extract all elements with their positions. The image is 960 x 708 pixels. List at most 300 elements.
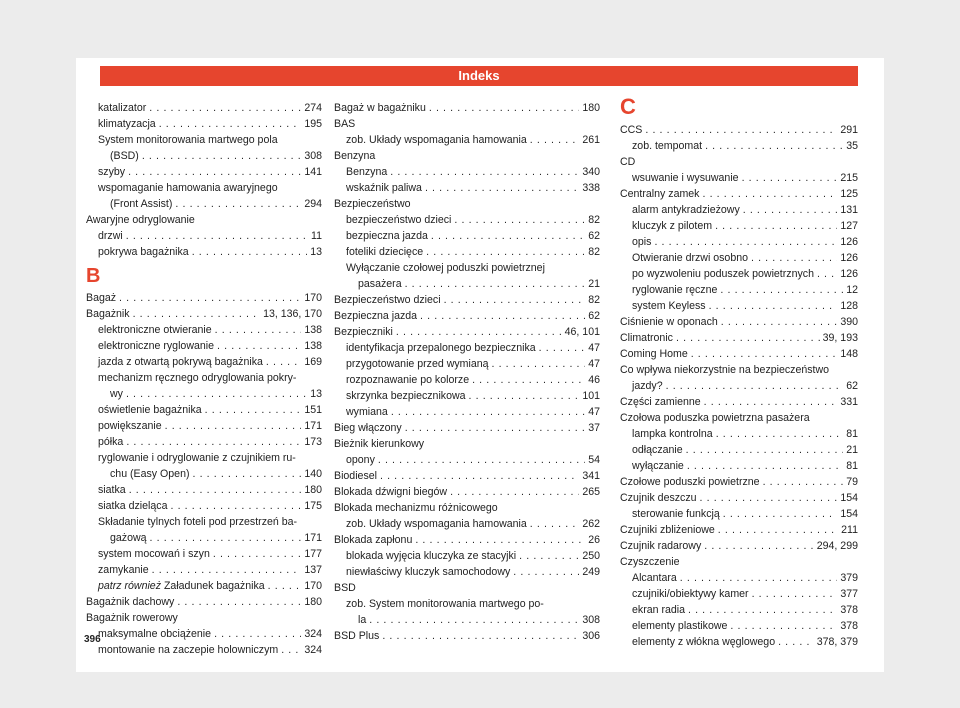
index-entry-term: oświetlenie bagażnika	[98, 404, 202, 416]
index-entry	[86, 116, 322, 132]
index-entry-term: Bagażnik rowerowy	[86, 612, 178, 624]
index-entry	[86, 164, 322, 180]
dot-leader	[405, 276, 586, 292]
index-entry	[334, 340, 600, 356]
dot-leader	[214, 626, 301, 642]
dot-leader	[469, 388, 580, 404]
index-entry-term: bezpieczeństwo dzieci	[346, 214, 452, 226]
index-entry-term: Blokada dźwigni biegów	[334, 486, 448, 498]
index-entry-term: (Front Assist)	[110, 198, 173, 210]
index-column-1	[86, 100, 322, 658]
index-entry-term: Climatronic	[620, 332, 673, 344]
index-letter-heading: C	[620, 94, 636, 119]
index-entry-term: Bezpieczna jazda	[334, 310, 418, 322]
index-entry-page[interactable]: 171	[304, 532, 322, 544]
index-entry-page[interactable]: 82	[588, 214, 600, 226]
index-entry	[334, 500, 600, 516]
dot-leader	[513, 564, 579, 580]
dot-leader	[192, 244, 308, 260]
index-entry-term: maksymalne obciążenie	[98, 628, 212, 640]
index-entry	[620, 634, 858, 650]
index-entry-term: przygotowanie przed wymianą	[346, 358, 489, 370]
index-entry	[86, 418, 322, 434]
index-entry-page[interactable]: 262	[582, 518, 600, 530]
index-entry	[620, 122, 858, 138]
index-entry-term: identyfikacja przepalonego bezpiecznika	[346, 342, 536, 354]
index-entry-term: pokrywa bagażnika	[98, 246, 189, 258]
dot-leader	[702, 186, 837, 202]
index-entry-term: jazda z otwartą pokrywą bagażnika	[98, 356, 263, 368]
index-entry	[334, 564, 600, 580]
index-entry-term: Bagażnik dachowy	[86, 596, 175, 608]
index-entry-term: wsuwanie i wysuwanie	[632, 172, 739, 184]
index-entry-page[interactable]: 82	[588, 246, 600, 258]
index-entry-term: wy	[110, 388, 123, 400]
index-entry-page[interactable]: 379	[840, 572, 858, 584]
index-entry-term: Czyszczenie	[620, 556, 680, 568]
dot-leader	[425, 180, 579, 196]
index-entry	[86, 594, 322, 610]
dot-leader	[217, 338, 301, 354]
index-entry-page[interactable]: 175	[304, 500, 322, 512]
dot-leader	[687, 458, 843, 474]
index-entry-page[interactable]: 47	[588, 358, 600, 370]
index-entry-term: szyby	[98, 166, 126, 178]
dot-leader	[266, 354, 301, 370]
index-entry-page[interactable]: 81	[846, 428, 858, 440]
index-entry-page[interactable]: 154	[840, 492, 858, 504]
dot-leader	[720, 282, 843, 298]
index-entry-page[interactable]: 170	[304, 292, 322, 304]
index-entry	[334, 132, 600, 148]
index-entry-page[interactable]: 62	[588, 310, 600, 322]
index-entry-page[interactable]: 377	[840, 588, 858, 600]
index-entry	[334, 436, 600, 452]
index-entry-page[interactable]: 169	[304, 356, 322, 368]
index-entry	[334, 244, 600, 260]
index-entry	[620, 490, 858, 506]
index-entry-page[interactable]: 126	[840, 252, 858, 264]
index-entry-page[interactable]: 261	[582, 134, 600, 146]
index-entry-term: klimatyzacja	[98, 118, 156, 130]
dot-leader	[281, 642, 301, 658]
index-entry-page[interactable]: 13, 136, 170	[263, 308, 322, 320]
dot-leader	[743, 202, 838, 218]
dot-leader	[391, 404, 585, 420]
index-entry-term: Benzyna	[334, 150, 376, 162]
index-entry	[620, 554, 858, 570]
index-entry-page[interactable]: 390	[840, 316, 858, 328]
index-entry	[86, 482, 322, 498]
index-entry-page[interactable]: 126	[840, 268, 858, 280]
index-entry	[334, 276, 600, 292]
dot-leader	[165, 418, 302, 434]
dot-leader	[654, 234, 837, 250]
index-entry	[334, 404, 600, 420]
index-entry-page[interactable]: 215	[840, 172, 858, 184]
index-entry-term: Składanie tylnych foteli pod przestrzeń ba-	[98, 516, 298, 528]
index-entry	[620, 138, 858, 154]
index-entry-page[interactable]: 378, 379	[816, 636, 858, 648]
index-entry	[620, 170, 858, 186]
index-entry-term: Czujnik deszczu	[620, 492, 697, 504]
index-entry-page[interactable]: 341	[582, 470, 600, 482]
index-entry	[86, 370, 322, 386]
index-entry-page[interactable]: 62	[846, 380, 858, 392]
index-entry-term: ryglowanie ręczne	[632, 284, 718, 296]
dot-leader	[159, 116, 302, 132]
index-entry-term: Bagaż	[86, 292, 117, 304]
index-entry-page[interactable]: 265	[582, 486, 600, 498]
index-entry	[86, 196, 322, 212]
index-entry	[334, 388, 600, 404]
index-entry-term: la	[358, 614, 367, 626]
index-entry-page[interactable]: 47	[588, 342, 600, 354]
index-entry-page[interactable]: 170	[304, 580, 322, 592]
dot-leader	[150, 530, 302, 546]
index-entry-page[interactable]: 140	[304, 468, 322, 480]
dot-leader	[369, 612, 579, 628]
dot-leader	[405, 420, 585, 436]
index-entry	[86, 386, 322, 402]
index-entry-page[interactable]: 154	[840, 508, 858, 520]
index-entry-term: ryglowanie i odryglowanie z czujnikiem ru-	[98, 452, 296, 464]
index-entry-term: Wyłączanie czołowej poduszki powietrznej	[346, 262, 545, 274]
index-entry	[620, 394, 858, 410]
index-entry-term: Czołowa poduszka powietrzna pasażera	[620, 412, 810, 424]
index-column-2	[334, 100, 600, 644]
index-entry	[334, 580, 600, 596]
dot-leader	[700, 490, 838, 506]
index-entry-page[interactable]: 13	[310, 246, 322, 258]
index-entry-term: niewłaściwy kluczyk samochodowy	[346, 566, 511, 578]
index-entry	[86, 148, 322, 164]
index-entry-term: Bagażnik	[86, 308, 130, 320]
index-entry-term: po wyzwoleniu poduszek powietrznych	[632, 268, 814, 280]
index-entry	[334, 484, 600, 500]
index-entry	[620, 378, 858, 394]
index-entry-page[interactable]: 180	[304, 484, 322, 496]
index-entry-page[interactable]: 12	[846, 284, 858, 296]
index-entry-term: Centralny zamek	[620, 188, 700, 200]
index-entry-page[interactable]: 180	[304, 596, 322, 608]
index-entry-term: Otwieranie drzwi osobno	[632, 252, 748, 264]
index-entry-page[interactable]: 294, 299	[816, 540, 858, 552]
index-entry-page[interactable]: 274	[304, 102, 322, 114]
dot-leader	[676, 330, 820, 346]
dot-leader	[730, 618, 837, 634]
index-entry	[86, 450, 322, 466]
index-entry-term: elementy z włókna węglowego	[632, 636, 776, 648]
index-entry-page[interactable]: 81	[846, 460, 858, 472]
dot-leader	[215, 322, 302, 338]
index-entry-page[interactable]: 47	[588, 406, 600, 418]
index-entry	[86, 498, 322, 514]
index-entry-term	[98, 578, 265, 594]
dot-leader	[751, 250, 837, 266]
index-entry-page[interactable]: 291	[840, 124, 858, 136]
index-entry-term: Coming Home	[620, 348, 688, 360]
index-entry	[86, 610, 322, 626]
index-entry	[86, 530, 322, 546]
index-entry-page[interactable]: 21	[588, 278, 600, 290]
dot-leader	[431, 228, 585, 244]
dot-leader	[133, 306, 260, 322]
index-entry-term: Bezpieczniki	[334, 326, 393, 338]
index-entry-term: Części zamienne	[620, 396, 701, 408]
page-number: 396	[84, 634, 101, 645]
index-entry	[334, 308, 600, 324]
index-entry-page[interactable]: 35	[846, 140, 858, 152]
index-entry	[620, 618, 858, 634]
index-entry	[86, 546, 322, 562]
index-entry-term: BSD	[334, 582, 356, 594]
index-entry	[86, 562, 322, 578]
index-entry	[620, 186, 858, 202]
index-entry	[334, 628, 600, 644]
dot-leader	[742, 170, 838, 186]
dot-leader	[390, 164, 579, 180]
index-entry	[334, 356, 600, 372]
index-entry-page[interactable]: 211	[841, 524, 858, 536]
index-entry-page[interactable]: 13	[310, 388, 322, 400]
index-entry-term: wymiana	[346, 406, 388, 418]
dot-leader	[709, 298, 838, 314]
index-entry-term: wspomaganie hamowania awaryjnego	[98, 182, 278, 194]
index-entry	[620, 266, 858, 282]
dot-leader	[171, 498, 302, 514]
index-entry-term: gażową	[110, 532, 147, 544]
index-entry	[334, 228, 600, 244]
index-entry-term: lampka kontrolna	[632, 428, 713, 440]
index-entry	[334, 452, 600, 468]
index-entry	[86, 514, 322, 530]
index-entry	[620, 458, 858, 474]
index-entry-term: system mocowań i szyn	[98, 548, 210, 560]
index-entry-page[interactable]: 54	[588, 454, 600, 466]
index-entry	[86, 642, 322, 658]
dot-leader	[193, 466, 302, 482]
index-entry	[620, 538, 858, 554]
dot-leader	[691, 346, 838, 362]
dot-leader	[492, 356, 586, 372]
index-entry-page[interactable]: 79	[846, 476, 858, 488]
dot-leader	[472, 372, 585, 388]
index-entry	[334, 292, 600, 308]
dot-leader	[763, 474, 844, 490]
index-entry	[334, 420, 600, 436]
index-entry	[334, 548, 600, 564]
dot-leader	[444, 292, 586, 308]
index-entry-page[interactable]: 331	[840, 396, 858, 408]
index-entry-term: system Keyless	[632, 300, 706, 312]
index-entry-page[interactable]: 151	[304, 404, 322, 416]
index-entry-term: zob. Układy wspomagania hamowania	[346, 518, 527, 530]
index-entry-term-text: Załadunek bagażnika	[163, 580, 265, 592]
index-entry-page[interactable]: 128	[840, 300, 858, 312]
dot-leader	[415, 532, 585, 548]
index-entry	[86, 578, 322, 594]
index-entry	[86, 228, 322, 244]
index-entry	[334, 196, 600, 212]
index-entry-term: blokada wyjęcia kluczyka ze stacyjki	[346, 550, 517, 562]
index-entry-page[interactable]: 308	[304, 150, 322, 162]
index-entry-page[interactable]: 62	[588, 230, 600, 242]
index-entry-page[interactable]: 378	[840, 620, 858, 632]
dot-leader	[450, 484, 579, 500]
index-entry-page[interactable]: 46	[588, 374, 600, 386]
index-entry-term: półka	[98, 436, 124, 448]
index-entry-page[interactable]: 195	[304, 118, 322, 130]
index-entry-term: BAS	[334, 118, 356, 130]
dot-leader	[519, 548, 579, 564]
dot-leader	[723, 506, 838, 522]
index-entry-term: Ciśnienie w oponach	[620, 316, 718, 328]
index-entry-page[interactable]: 127	[840, 220, 858, 232]
dot-leader	[686, 442, 844, 458]
index-entry	[620, 522, 858, 538]
index-entry-term: Biodiesel	[334, 470, 377, 482]
index-entry-page[interactable]: 340	[582, 166, 600, 178]
index-entry	[334, 532, 600, 548]
dot-leader	[429, 100, 579, 116]
dot-leader	[378, 452, 585, 468]
dot-leader	[817, 266, 837, 282]
index-entry-term: CCS	[620, 124, 643, 136]
index-entry-page[interactable]: 21	[846, 444, 858, 456]
index-entry-page[interactable]: 250	[582, 550, 600, 562]
index-entry-term: siatka dzieląca	[98, 500, 168, 512]
index-entry-page[interactable]: 173	[304, 436, 322, 448]
index-entry	[86, 354, 322, 370]
index-entry-term: Co wpływa niekorzystnie na bezpieczeństwo	[620, 364, 830, 376]
index-entry-term: ekran radia	[632, 604, 685, 616]
dot-leader	[530, 132, 580, 148]
dot-leader	[704, 394, 838, 410]
index-entry-page[interactable]: 26	[588, 534, 600, 546]
index-entry	[620, 410, 858, 426]
index-entry-term: System monitorowania martwego pola	[98, 134, 278, 146]
index-entry-page[interactable]: 148	[840, 348, 858, 360]
index-entry-term: Bieżnik kierunkowy	[334, 438, 425, 450]
index-entry-page[interactable]: 101	[582, 390, 600, 402]
index-entry-page[interactable]: 249	[582, 566, 600, 578]
index-entry	[86, 244, 322, 260]
dot-leader	[129, 482, 302, 498]
dot-leader	[213, 546, 301, 562]
index-entry-term: BSD Plus	[334, 630, 380, 642]
index-entry	[620, 298, 858, 314]
index-entry-term: foteliki dziecięce	[346, 246, 424, 258]
index-entry	[620, 314, 858, 330]
dot-leader	[666, 378, 844, 394]
dot-leader	[778, 634, 814, 650]
index-entry-page[interactable]: 138	[304, 340, 322, 352]
index-entry	[334, 516, 600, 532]
index-entry-term: Czujnik radarowy	[620, 540, 702, 552]
index-entry	[86, 466, 322, 482]
index-entry-page[interactable]: 180	[582, 102, 600, 114]
index-letter-heading: B	[86, 265, 101, 287]
index-entry-term: elektroniczne ryglowanie	[98, 340, 215, 352]
index-entry-page[interactable]: 11	[311, 230, 322, 242]
index-entry-page[interactable]: 37	[588, 422, 600, 434]
index-entry-term: opis	[632, 236, 652, 248]
index-entry	[334, 372, 600, 388]
index-entry-term: Czołowe poduszki powietrzne	[620, 476, 760, 488]
index-entry-page[interactable]: 338	[582, 182, 600, 194]
index-entry-page[interactable]: 378	[840, 604, 858, 616]
index-entry-page[interactable]: 324	[304, 644, 322, 656]
dot-leader	[539, 340, 586, 356]
index-entry-term: Awaryjne odryglowanie	[86, 214, 195, 226]
index-entry	[86, 132, 322, 148]
index-entry	[334, 596, 600, 612]
index-entry	[334, 116, 600, 132]
index-entry-page[interactable]: 138	[304, 324, 322, 336]
index-entry-see-also: patrz również	[98, 580, 161, 592]
index-entry-page[interactable]: 177	[304, 548, 322, 560]
index-entry	[86, 180, 322, 196]
index-entry-page[interactable]: 306	[582, 630, 600, 642]
index-entry-page[interactable]: 82	[588, 294, 600, 306]
index-entry-term: elektroniczne otwieranie	[98, 324, 212, 336]
index-entry-page[interactable]: 39, 193	[822, 332, 858, 344]
index-entry-term: pasażera	[358, 278, 402, 290]
index-entry-page[interactable]: 137	[304, 564, 322, 576]
index-entry	[620, 474, 858, 490]
dot-leader	[175, 196, 301, 212]
index-entry-page[interactable]: 171	[304, 420, 322, 432]
index-entry-page[interactable]: 126	[840, 236, 858, 248]
index-entry	[334, 324, 600, 340]
index-entry-term: jazdy?	[632, 380, 663, 392]
index-entry	[86, 322, 322, 338]
index-entry-page[interactable]: 308	[582, 614, 600, 626]
index-entry-term: montowanie na zaczepie holowniczym	[98, 644, 279, 656]
index-entry-page[interactable]: 125	[840, 188, 858, 200]
index-entry-term: odłączanie	[632, 444, 683, 456]
index-entry-page[interactable]: 131	[840, 204, 858, 216]
dot-leader	[142, 148, 301, 164]
dot-leader	[380, 468, 579, 484]
index-entry-page[interactable]: 294	[304, 198, 322, 210]
index-entry-term: kluczyk z pilotem	[632, 220, 713, 232]
index-entry-term: Blokada mechanizmu różnicowego	[334, 502, 498, 514]
index-entry-term: Bagaż w bagażniku	[334, 102, 426, 114]
index-entry-page[interactable]: 46, 101	[564, 326, 600, 338]
index-entry-term: wyłączanie	[632, 460, 684, 472]
index-entry	[620, 602, 858, 618]
index-entry-term: sterowanie funkcją	[632, 508, 720, 520]
index-entry	[620, 218, 858, 234]
index-entry-page[interactable]: 324	[304, 628, 322, 640]
index-entry	[620, 362, 858, 378]
index-entry-term: siatka	[98, 484, 126, 496]
index-entry	[86, 338, 322, 354]
dot-leader	[454, 212, 585, 228]
index-entry-term: Blokada zapłonu	[334, 534, 413, 546]
index-entry	[334, 180, 600, 196]
index-entry-term: elementy plastikowe	[632, 620, 728, 632]
dot-leader	[718, 522, 838, 538]
index-entry-term: bezpieczna jazda	[346, 230, 428, 242]
index-entry-term: Alcantara	[632, 572, 677, 584]
dot-leader	[705, 138, 843, 154]
index-entry-page[interactable]: 141	[304, 166, 322, 178]
index-entry	[86, 212, 322, 228]
index-entry	[334, 100, 600, 116]
